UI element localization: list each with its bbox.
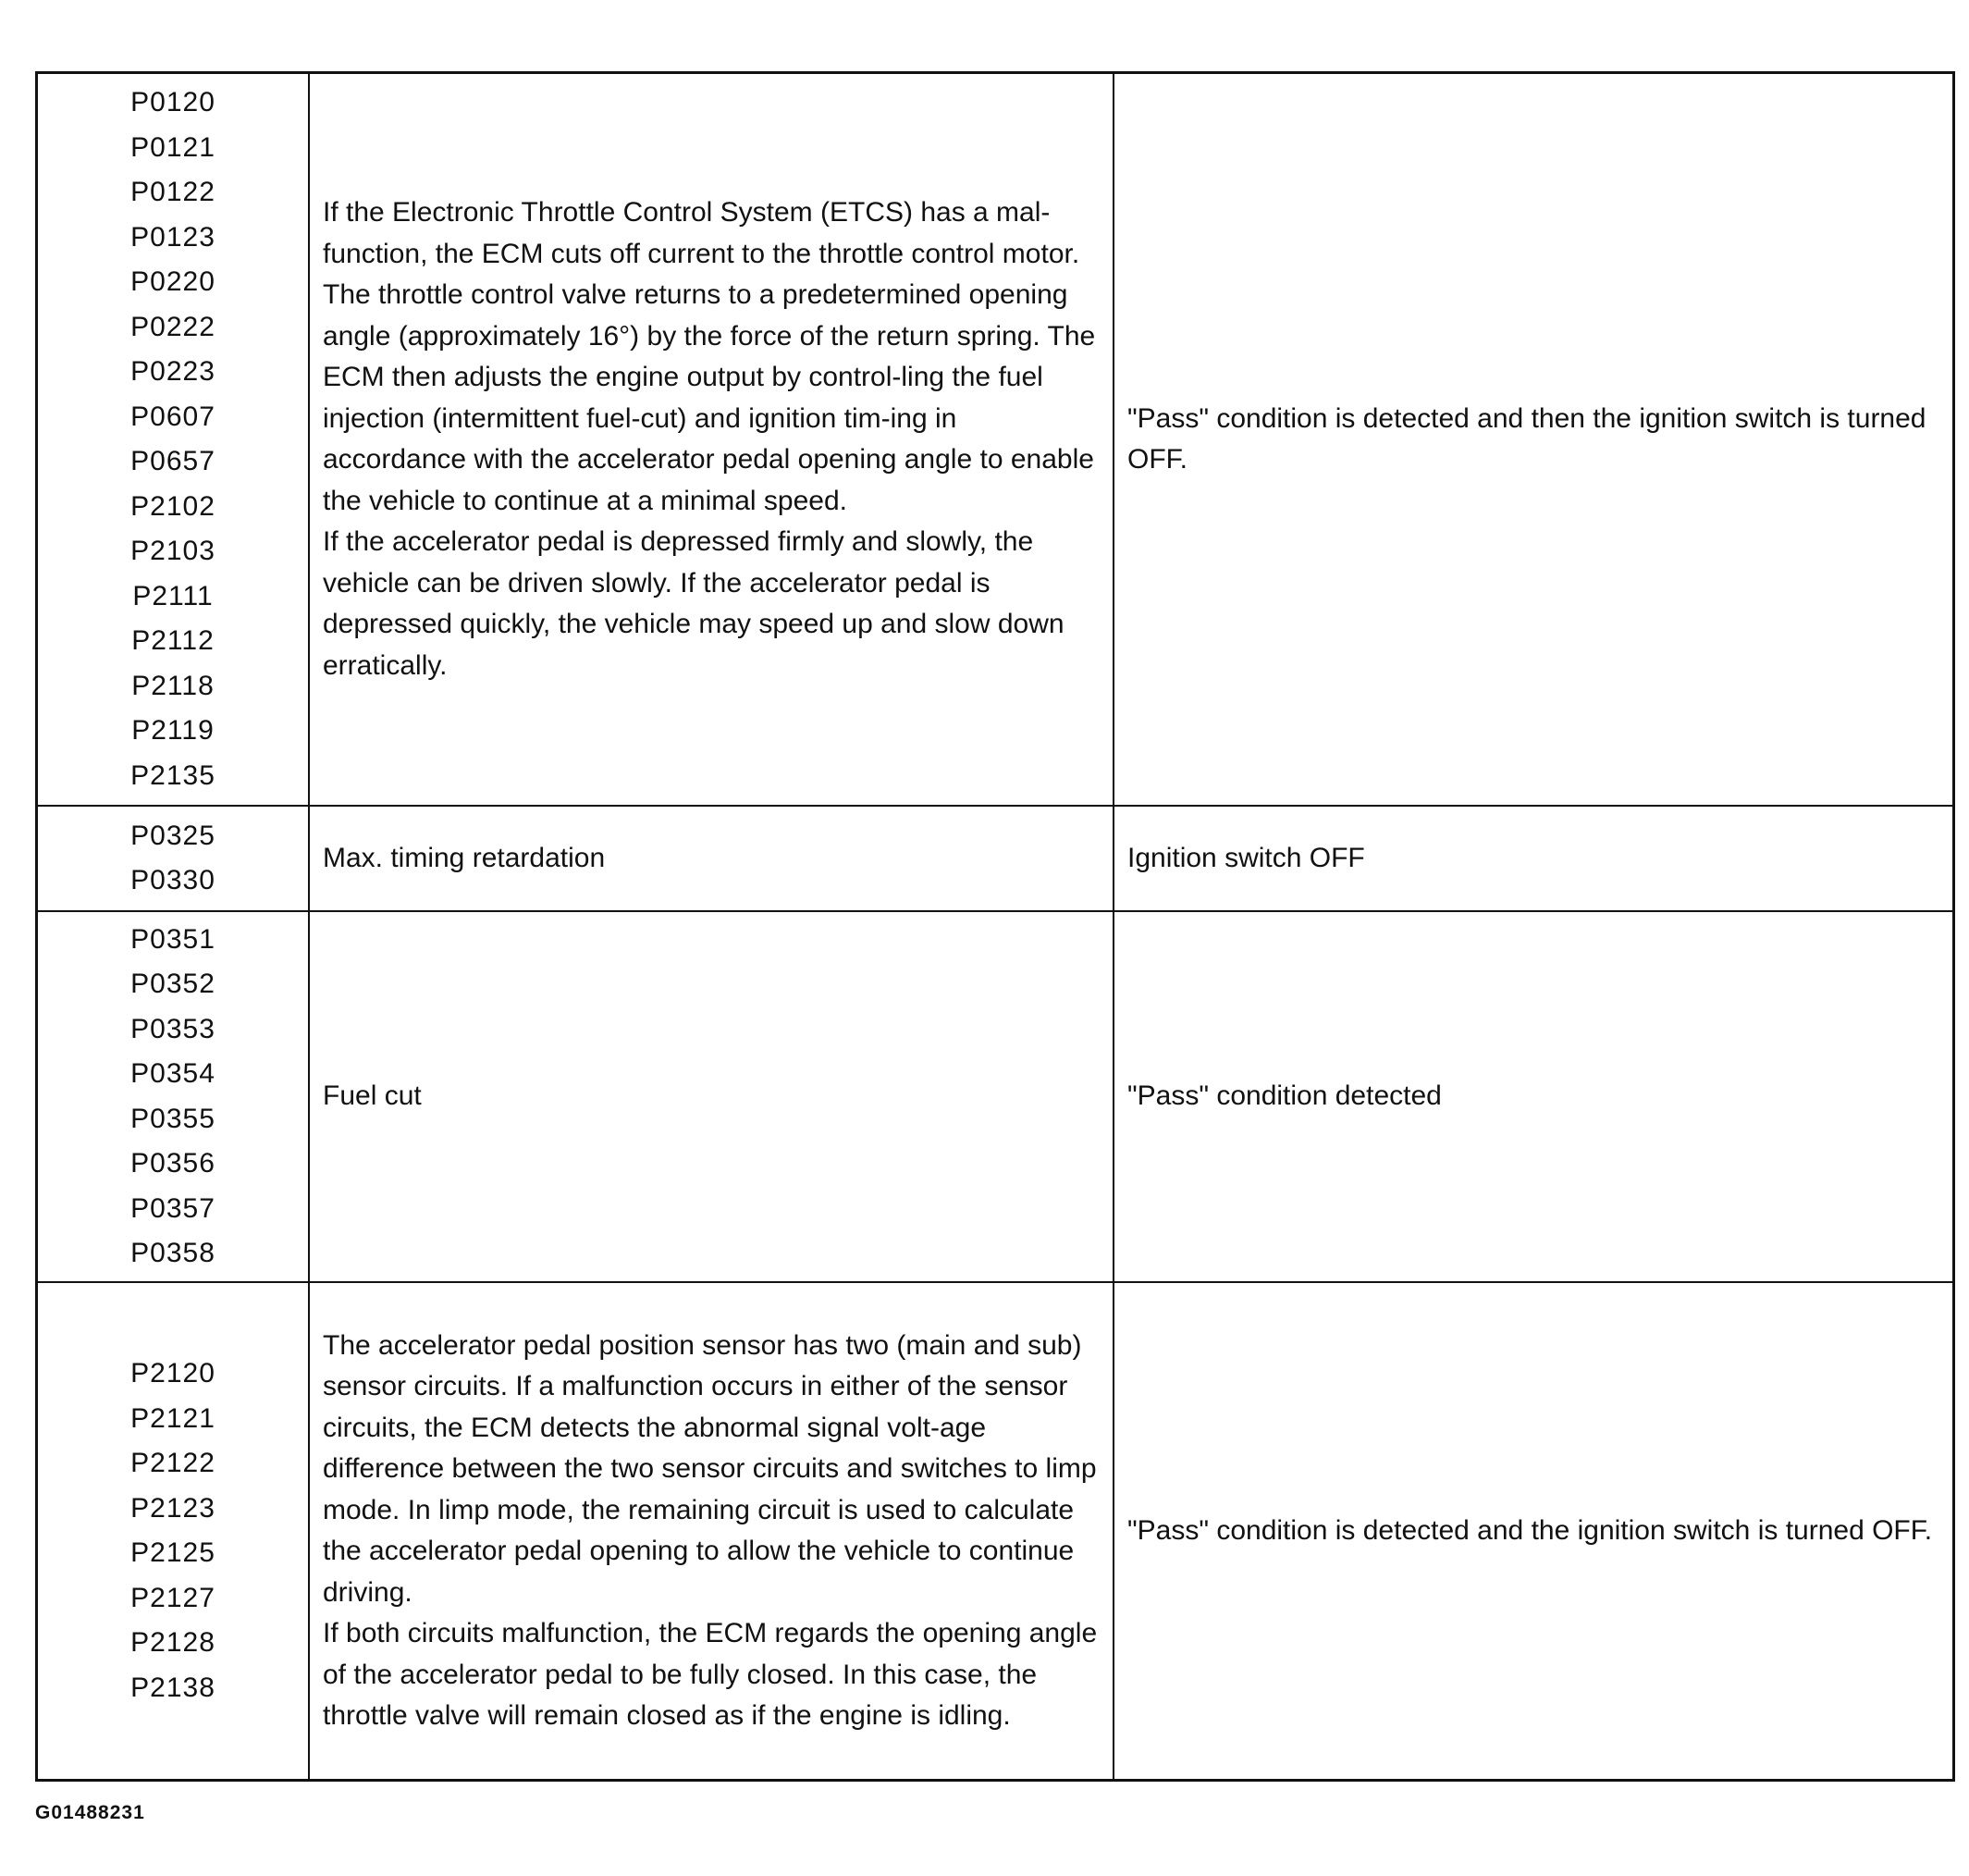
dtc-code: P0354 [130,1058,215,1089]
release-condition-text: Ignition switch OFF [1127,842,1365,873]
table-row [38,805,1952,910]
dtc-code: P0121 [130,131,215,163]
dtc-code: P2120 [130,1358,215,1388]
fail-safe-action-cell [310,74,1114,805]
dtc-code: P0330 [130,865,215,895]
dtc-code: P2127 [130,1582,215,1613]
dtc-code: P2125 [130,1537,215,1568]
dtc-code: P2111 [132,580,214,611]
release-condition-text: "Pass" condition is detected and then the ignition switch is turned OFF. [1127,402,1926,475]
dtc-code-list [130,80,215,798]
dtc-codes-cell [38,807,310,910]
dtc-codes-cell [38,912,310,1281]
dtc-code: P2135 [130,759,215,791]
release-condition-text: "Pass" condition is detected and the ignition switch is turned OFF. [1127,1514,1933,1546]
fail-safe-action-text: Max. timing retardation [323,842,606,873]
dtc-code: P0123 [130,221,215,253]
dtc-code-list [130,918,215,1277]
dtc-codes-cell [38,74,310,805]
dtc-code: P2112 [131,625,215,656]
table-row [38,1281,1952,1779]
fail-safe-action-text: If the Electronic Throttle Control System (ETCS) has a mal-function, the ECM cuts off current to the throttle control motor. The throttle control valve returns to a predetermined opening angle (approximately 16°) by the force of the return spring. The ECM then adjusts the engine output by control-ling the fuel injection (intermittent fuel-cut) and ignition tim-ing in accordance with the accelerator pedal opening angle to enable the vehicle to continue at a minimal speed. If the accelerator pedal is depressed firmly and slowly, the vehicle can be driven slowly. If the accelerator pedal is depressed quickly, the vehicle may speed up and slow down erratically. [323,197,1096,681]
dtc-code: P0222 [130,311,215,342]
fail-safe-action-text: Fuel cut [323,1080,422,1112]
fail-safe-action-cell [310,912,1114,1281]
dtc-code: P2103 [130,536,215,566]
fail-safe-action-cell [310,1283,1114,1779]
dtc-code: P0357 [130,1192,215,1224]
dtc-code: P0223 [130,356,215,387]
dtc-code: P0351 [130,923,215,955]
dtc-code: P0607 [130,401,215,432]
dtc-code: P2119 [131,715,215,746]
fail-safe-table [35,71,1955,1782]
dtc-code: P2118 [131,670,215,701]
dtc-code: P0355 [130,1103,215,1134]
figure-code: G01488231 [35,1802,145,1823]
dtc-code: P2102 [130,490,215,522]
dtc-code: P2121 [130,1402,215,1434]
dtc-code: P0220 [130,266,215,297]
dtc-code: P0353 [130,1013,215,1044]
dtc-code: P0120 [130,87,215,117]
fail-safe-action-cell [310,807,1114,910]
dtc-code: P2128 [130,1627,215,1658]
dtc-code: P0356 [130,1148,215,1179]
dtc-code: P2123 [130,1492,215,1524]
release-condition-cell [1114,912,1952,1281]
release-condition-cell [1114,807,1952,910]
release-condition-text: "Pass" condition detected [1127,1080,1442,1112]
release-condition-cell [1114,1283,1952,1779]
release-condition-cell [1114,74,1952,805]
dtc-code: P2138 [130,1672,215,1703]
dtc-code: P0657 [130,446,215,476]
table-row [38,910,1952,1281]
dtc-code: P0325 [130,820,215,851]
dtc-codes-cell [38,1283,310,1779]
table-row [38,74,1952,805]
fail-safe-action-text: The accelerator pedal position sensor has two (main and sub) sensor circuits. If a malfunction occurs in either of the sensor circuits, the ECM detects the abnormal signal volt-age difference between the two sensor circuits and switches to limp mode. In limp mode, the remaining circuit is used to calculate the accelerator pedal opening to allow the vehicle to continue driving. If both circuits malfunction, the ECM regards the opening angle of the accelerator pedal to be fully closed. In this case, the throttle valve will remain closed as if the engine is idling. [323,1329,1098,1731]
dtc-code: P0352 [130,969,215,999]
dtc-code: P0122 [130,177,215,207]
dtc-code: P2122 [130,1448,215,1478]
dtc-code: P0358 [130,1238,215,1268]
dtc-code-list [130,1351,215,1710]
dtc-code-list [130,814,215,904]
